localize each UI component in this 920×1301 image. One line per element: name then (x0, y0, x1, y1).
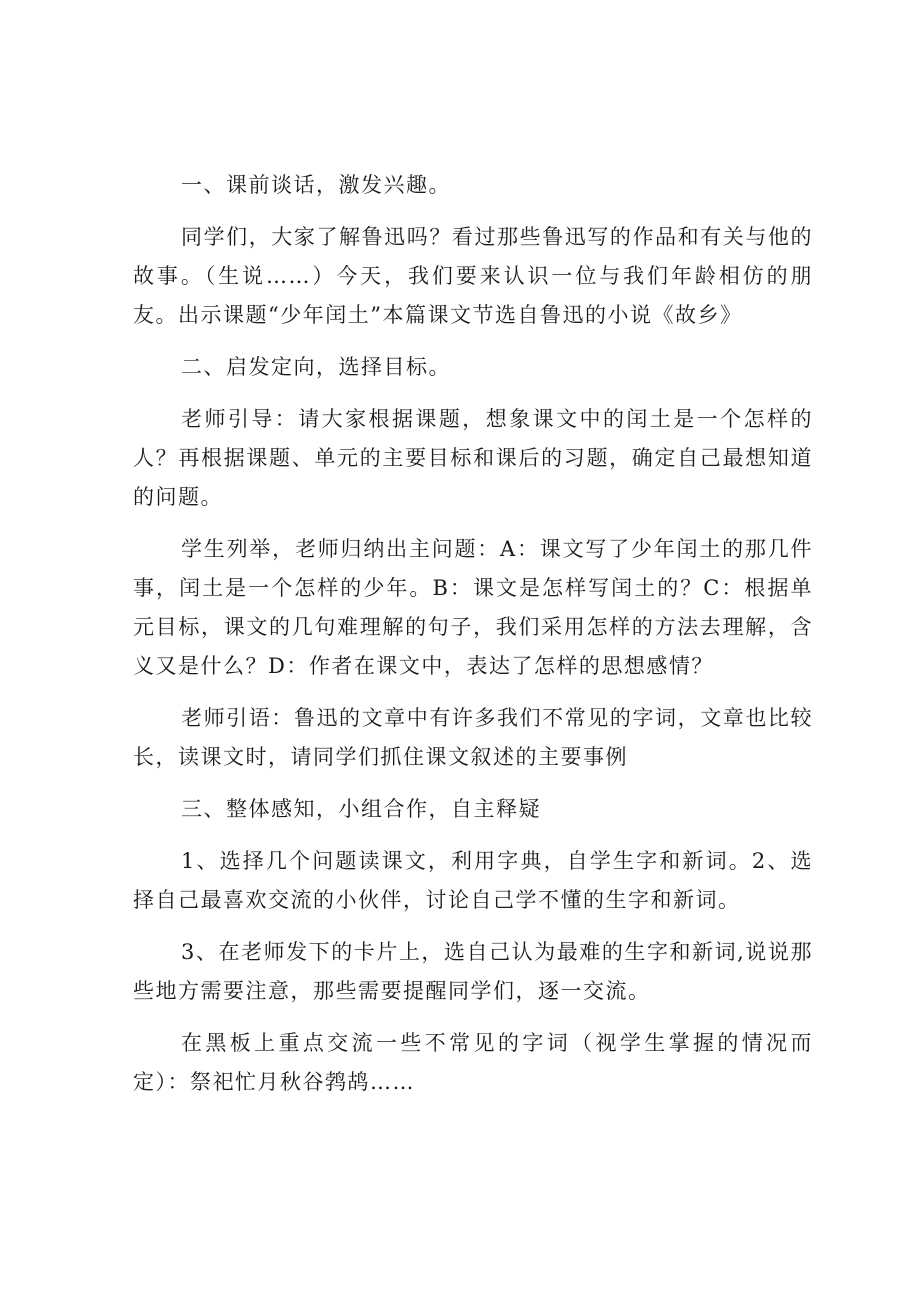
paragraph-step-3: 3、在老师发下的卡片上，选自己认为最难的生字和新词,说说那些地方需要注意，那些需要提醒同学们，逐一交流。 (133, 940, 813, 1003)
paragraph-intro-talk: 同学们，大家了解鲁迅吗？看过那些鲁迅写的作品和有关与他的故事。（生说……）今天，我们要来认识一位与我们年龄相仿的朋友。出示课题“少年闰土”本篇课文节选自鲁迅的小说《故乡》 (133, 225, 813, 327)
paragraph-main-questions: 学生列举，老师归纳出主问题：A：课文写了少年闰土的那几件事，闰土是一个怎样的少年。B：课文是怎样写闰土的？C：根据单元目标，课文的几句难理解的句子，我们采用怎样的方法去理解，含义又是什么？D：作者在课文中，表达了怎样的思想感情？ (133, 537, 813, 678)
document-page (133, 166, 813, 1102)
paragraph-teacher-remarks: 老师引语：鲁迅的文章中有许多我们不常见的字词，文章也比较长，读课文时，请同学们抓住课文叙述的主要事例 (133, 706, 813, 769)
section-heading-2: 二、启发定向，选择目标。 (181, 355, 451, 379)
paragraph-step-1-2: 1、选择几个问题读课文，利用字典，自学生字和新词。2、选择自己最喜欢交流的小伙伴，讨论自己学不懂的生字和新词。 (133, 849, 813, 912)
paragraph-teacher-guide: 老师引导：请大家根据课题，想象课文中的闰土是一个怎样的人？再根据课题、单元的主要目标和课后的习题，确定自己最想知道的问题。 (133, 407, 813, 509)
section-heading-1: 一、课前谈话，激发兴趣。 (181, 173, 451, 197)
paragraph-blackboard: 在黑板上重点交流一些不常见的字词（视学生掌握的情况而定）：祭祀忙月秋谷鹁鸪…… (133, 1031, 813, 1094)
section-heading-3: 三、整体感知，小组合作，自主释疑 (181, 797, 541, 821)
